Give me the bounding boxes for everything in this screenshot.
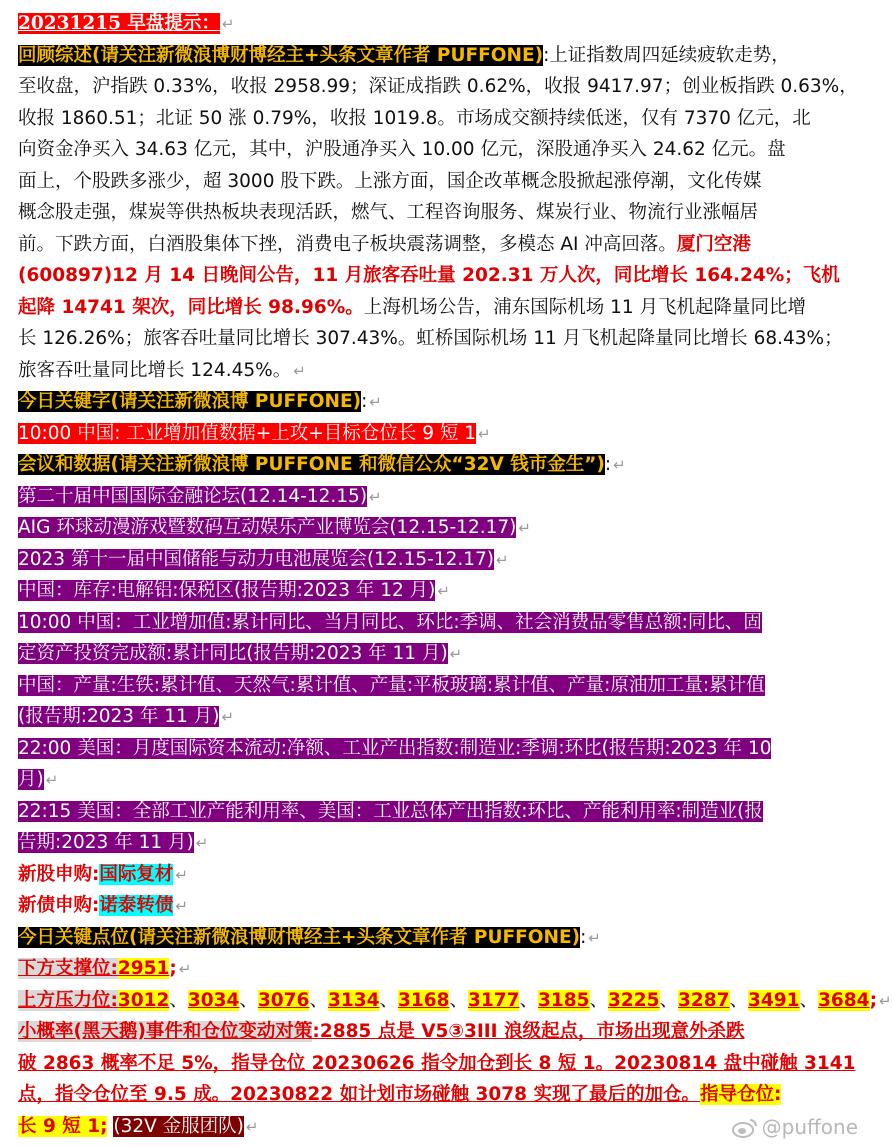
resistance-label: 上方压力位: (18, 989, 118, 1011)
black-swan-paragraph: 小概率(黑天鹅)事件和仓位变动对策:2885 点是 V5③3III 浪级起点，市场出现意外杀跌 破 2863 概率不足 5%，指导仓位 20230626 指令加仓到长 8 短 1。20230814 盘中碰触 3141 点，指令仓位至 9.5 成。20230822 如计划市场碰触 3078 实现了最后的加仓。指导仓位: 长 9 短 1; (32V 金服团队) ↵ (18, 1021, 856, 1137)
resistance-value: 3012 (117, 989, 170, 1011)
page-title: 20231215 早盘提示： (18, 13, 220, 34)
review-label: 回顾综述(请关注新微浪博财博经主+头条文章作者 PUFFONE) (18, 44, 544, 66)
resistance-value: 3034 (187, 989, 240, 1011)
guide-value: 长 9 短 1; (18, 1115, 108, 1137)
black-swan-label: 小概率(黑天鹅)事件和仓位变动对策 (18, 1021, 313, 1042)
meeting-item: 第二十届中国国际金融论坛(12.14-12.15) ↵ (18, 485, 382, 507)
meeting-item-multiline: 22:15 美国：全部工业产能利用率、美国：工业总体产出指数:环比、产能利用率:制造业(报 告期:2023 年 11 月) ↵ (18, 800, 763, 853)
meetings-heading: 会议和数据(请关注新微浪博 PUFFONE 和微信公众“32V 钱市金生”): ↵ (18, 454, 626, 475)
support-value: 2951 (117, 958, 170, 979)
new-bond-value: 诺泰转债 (99, 895, 174, 916)
resistance-values: 3012、3034、3076、3134、3168、3177、3185、3225、3287、3491、3684 (117, 989, 870, 1011)
meeting-item-multiline: 中国：产量:生铁:累计值、天然气:累计值、产量:平板玻璃:累计值、产量:原油加工量:累计值 (报告期:2023 年 11 月) ↵ (18, 674, 765, 727)
header-line: 20231215 早盘提示： ↵ (18, 13, 235, 34)
keyword-heading: 今日关键字(请关注新微浪博 PUFFONE): ↵ (18, 391, 382, 412)
team-signature: (32V 金服团队) (113, 1115, 244, 1137)
guide-label: 指导仓位: (699, 1084, 782, 1105)
support-line: 下方支撑位:2951; ↵ (18, 958, 192, 979)
resistance-value: 3076 (257, 989, 310, 1011)
new-stock-value: 国际复材 (99, 863, 174, 885)
support-label: 下方支撑位: (18, 958, 118, 979)
new-stock-line: 新股申购:国际复材 ↵ (18, 863, 188, 885)
resistance-value: 3287 (678, 989, 730, 1011)
meeting-item: AIG 环球动漫游戏暨数码互动娱乐产业博览会(12.15-12.17) ↵ (18, 517, 531, 538)
resistance-line: 上方压力位:3012、3034、3076、3134、3168、3177、3185、3225、3287、3491、3684; ↵ (18, 989, 892, 1011)
weibo-logo-icon (732, 1118, 758, 1138)
keyword-content: 10:00 中国: 工业增加值数据+上攻+目标仓位长 9 短 1 (18, 422, 476, 444)
keyword-label: 今日关键字(请关注新微浪博 PUFFONE) (18, 391, 362, 412)
watermark-text: @puffone (761, 1115, 858, 1139)
resistance-value: 3134 (327, 989, 380, 1011)
meeting-item: 2023 第十一届中国储能与动力电池展览会(12.15-12.17) ↵ (18, 548, 509, 570)
keyword-content-line: 10:00 中国: 工业增加值数据+上攻+目标仓位长 9 短 1 ↵ (18, 422, 491, 444)
meeting-item-multiline: 10:00 中国：工业增加值:累计同比、当月同比、环比:季调、社会消费品零售总额:同比、固 定资产投资完成额:累计同比(报告期:2023 年 11 月) ↵ (18, 611, 762, 664)
meeting-item: 中国：库存:电解铝:保税区(报告期:2023 年 12 月) ↵ (18, 580, 450, 601)
resistance-value: 3177 (467, 989, 520, 1011)
meeting-item-multiline: 22:00 美国：月度国际资本流动:净额、工业产出指数:制造业:季调:环比(报告期:2023 年 10 月) ↵ (18, 737, 772, 790)
resistance-value: 3185 (538, 989, 590, 1011)
meetings-label: 会议和数据(请关注新微浪博 PUFFONE 和微信公众“32V 钱市金生”) (18, 454, 605, 475)
new-stock-label: 新股申购: (18, 863, 100, 885)
new-bond-line: 新债申购:诺泰转债 ↵ (18, 895, 188, 916)
resistance-value: 3684 (818, 989, 870, 1011)
resistance-value: 3491 (748, 989, 800, 1011)
resistance-value: 3225 (608, 989, 660, 1011)
points-label: 今日关键点位(请关注新微浪博财博经主+头条文章作者 PUFFONE) (18, 926, 581, 948)
watermark (732, 1115, 858, 1139)
new-bond-label: 新债申购: (18, 895, 100, 916)
review-paragraph: 回顾综述(请关注新微浪博财博经主+头条文章作者 PUFFONE):上证指数周四延续疲软走势， 至收盘，沪指跌 0.33%，收报 2958.99；深证成指跌 0.62%，收报 9417.97；创业板指跌 0.63%， 收报 1860.51；北证 50 涨 0.79%，收报 1019.8。市场成交额持续低迷，仅有 7370 亿元，北 向资金净买入 34.63 亿元，其中，沪股通净买入 10.00 亿元，深股通净买入 24.62 亿元。盘 面上，个股跌多涨少，超 3000 股下跌。上涨方面，国企改革概念股掀起涨停潮，文化传媒 概念股走强，煤炭等供热板块表现活跃，燃气、工程咨询服务、煤炭行业、物流行业涨幅居 前。下跌方面，白酒股集体下挫，消费电子板块震荡调整，多模态 AI 冲高回落。厦门空港 (600897)12 月 14 日晚间公告，11 月旅客吞吐量 202.31 万人次，同比增长 164.24%；飞机 起降 14741 架次，同比增长 98.96%。上海机场公告，浦东国际机场 11 月飞机起降量同比增 长 126.26%；旅客吞吐量同比增长 307.43%。虹桥国际机场 11 月飞机起降量同比增长 68.43%； 旅客吞吐量同比增长 124.45%。 ↵ (18, 44, 858, 381)
resistance-value: 3168 (397, 989, 450, 1011)
points-heading: 今日关键点位(请关注新微浪博财博经主+头条文章作者 PUFFONE): ↵ (18, 926, 601, 948)
document-body (18, 8, 892, 1142)
